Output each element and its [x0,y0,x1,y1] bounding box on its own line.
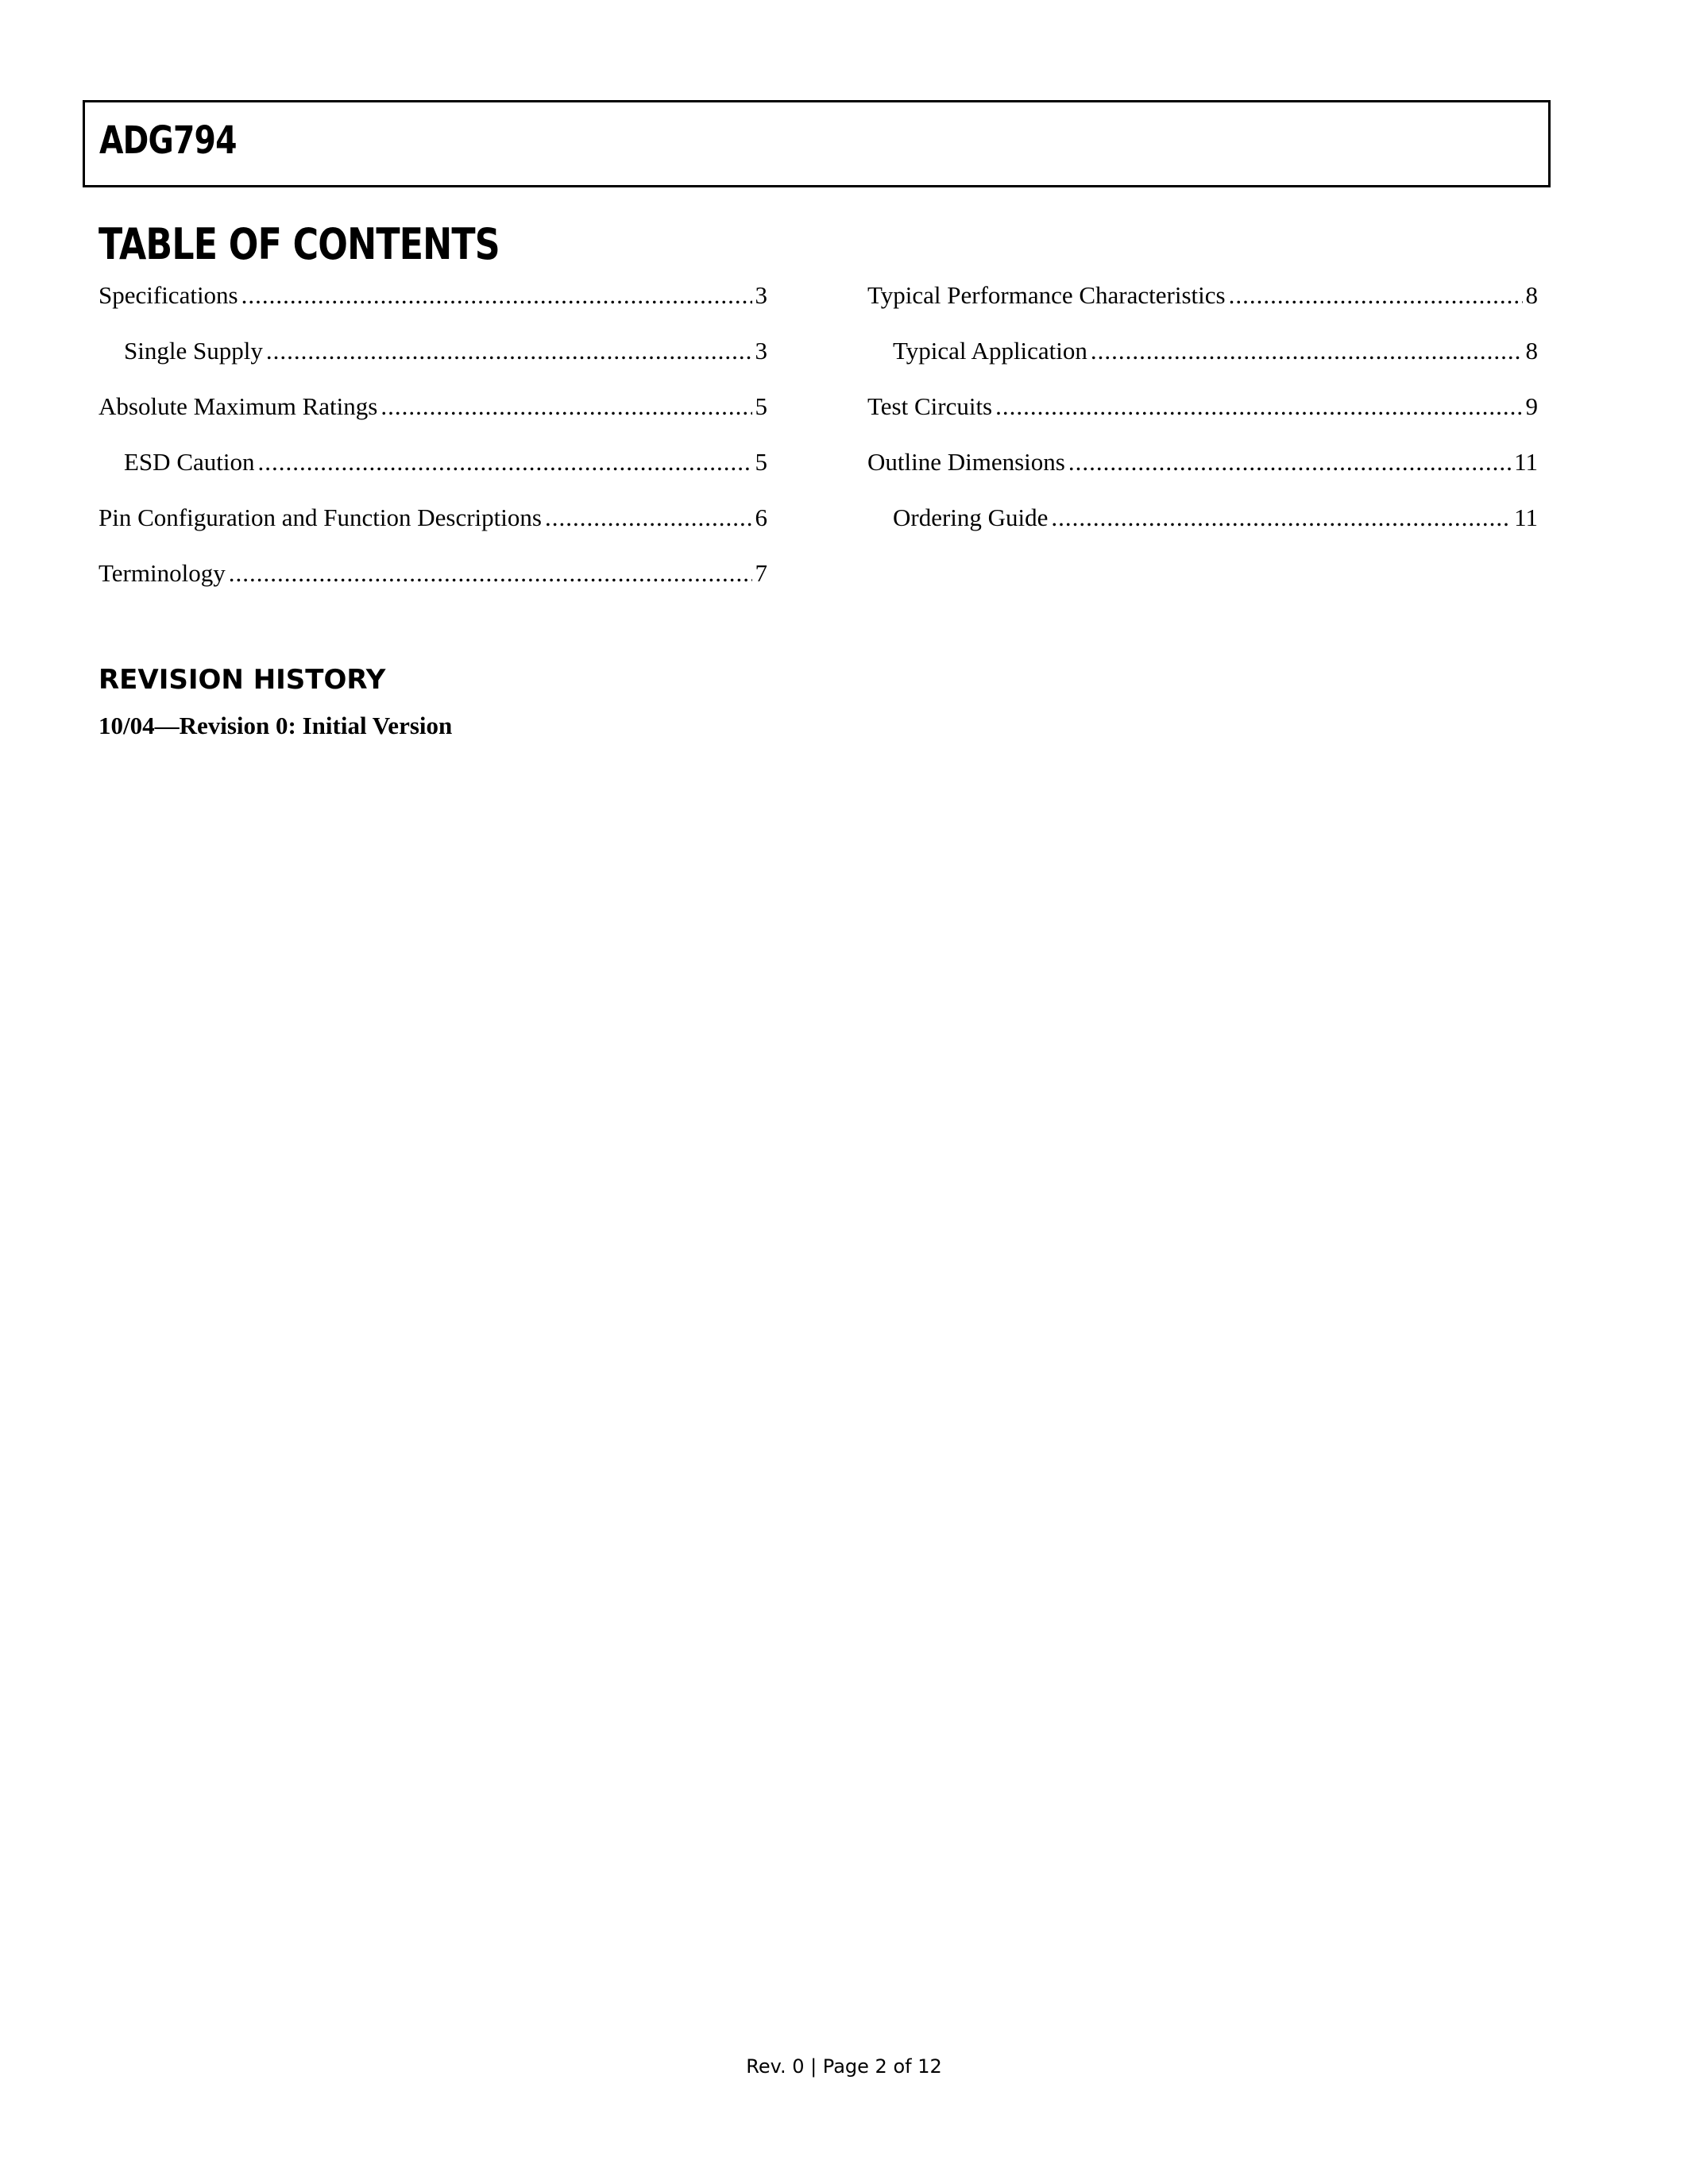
toc-entry-title: Test Circuits [867,392,993,420]
toc-entry-page: 9 [1525,392,1538,420]
toc-entry-outline-dimensions[interactable] [867,448,1538,504]
toc-entry-page: 5 [755,448,767,476]
toc-leader-dots [380,392,751,421]
toc-leader-dots [1091,337,1523,365]
toc-right-column [867,281,1538,559]
toc-entry-page: 5 [755,392,767,420]
toc-entry-page: 7 [755,559,767,587]
toc-leader-dots [266,337,752,365]
toc-entry-pin-configuration[interactable] [98,504,767,559]
toc-entry-esd-caution[interactable] [98,448,767,504]
toc-leader-dots [1229,281,1523,310]
toc-leader-dots [995,392,1522,421]
toc-entry-title: Outline Dimensions [867,448,1065,476]
toc-entry-terminology[interactable] [98,559,767,615]
toc-entry-page: 8 [1525,281,1538,309]
toc-entry-title: Specifications [98,281,238,309]
toc-entry-single-supply[interactable] [98,337,767,392]
toc-entry-test-circuits[interactable] [867,392,1538,448]
toc-leader-dots [1068,448,1511,477]
toc-entry-title: ESD Caution [124,448,255,476]
page-footer: Rev. 0 | Page 2 of 12 [746,2055,942,2078]
toc-entry-page: 11 [1514,504,1538,531]
toc-entry-absolute-maximum-ratings[interactable] [98,392,767,448]
toc-entry-page: 6 [755,504,767,531]
toc-entry-specifications[interactable] [98,281,767,337]
toc-entry-title: Single Supply [124,337,263,365]
toc-entry-page: 3 [755,337,767,365]
part-number: ADG794 [99,118,237,163]
toc-entry-title: Ordering Guide [893,504,1049,531]
toc-heading: TABLE OF CONTENTS [98,219,500,269]
revision-entry: 10/04—Revision 0: Initial Version [98,712,453,739]
toc-entry-ordering-guide[interactable] [867,504,1538,559]
revision-history-heading: REVISION HISTORY [98,664,386,696]
toc-entry-title: Typical Performance Characteristics [867,281,1226,309]
toc-entry-title: Terminology [98,559,226,587]
toc-entry-page: 8 [1525,337,1538,365]
toc-entry-page: 3 [755,281,767,309]
toc-entry-typical-performance[interactable] [867,281,1538,337]
toc-entry-page: 11 [1514,448,1538,476]
toc-entry-title: Pin Configuration and Function Descriptions [98,504,542,531]
toc-leader-dots [1051,504,1511,532]
toc-left-column [98,281,767,615]
document-header [83,100,1551,187]
toc-leader-dots [229,559,752,588]
toc-entry-title: Typical Application [893,337,1087,365]
toc-entry-typical-application[interactable] [867,337,1538,392]
toc-entry-title: Absolute Maximum Ratings [98,392,378,420]
toc-leader-dots [241,281,752,310]
toc-leader-dots [545,504,752,532]
toc-leader-dots [257,448,751,477]
